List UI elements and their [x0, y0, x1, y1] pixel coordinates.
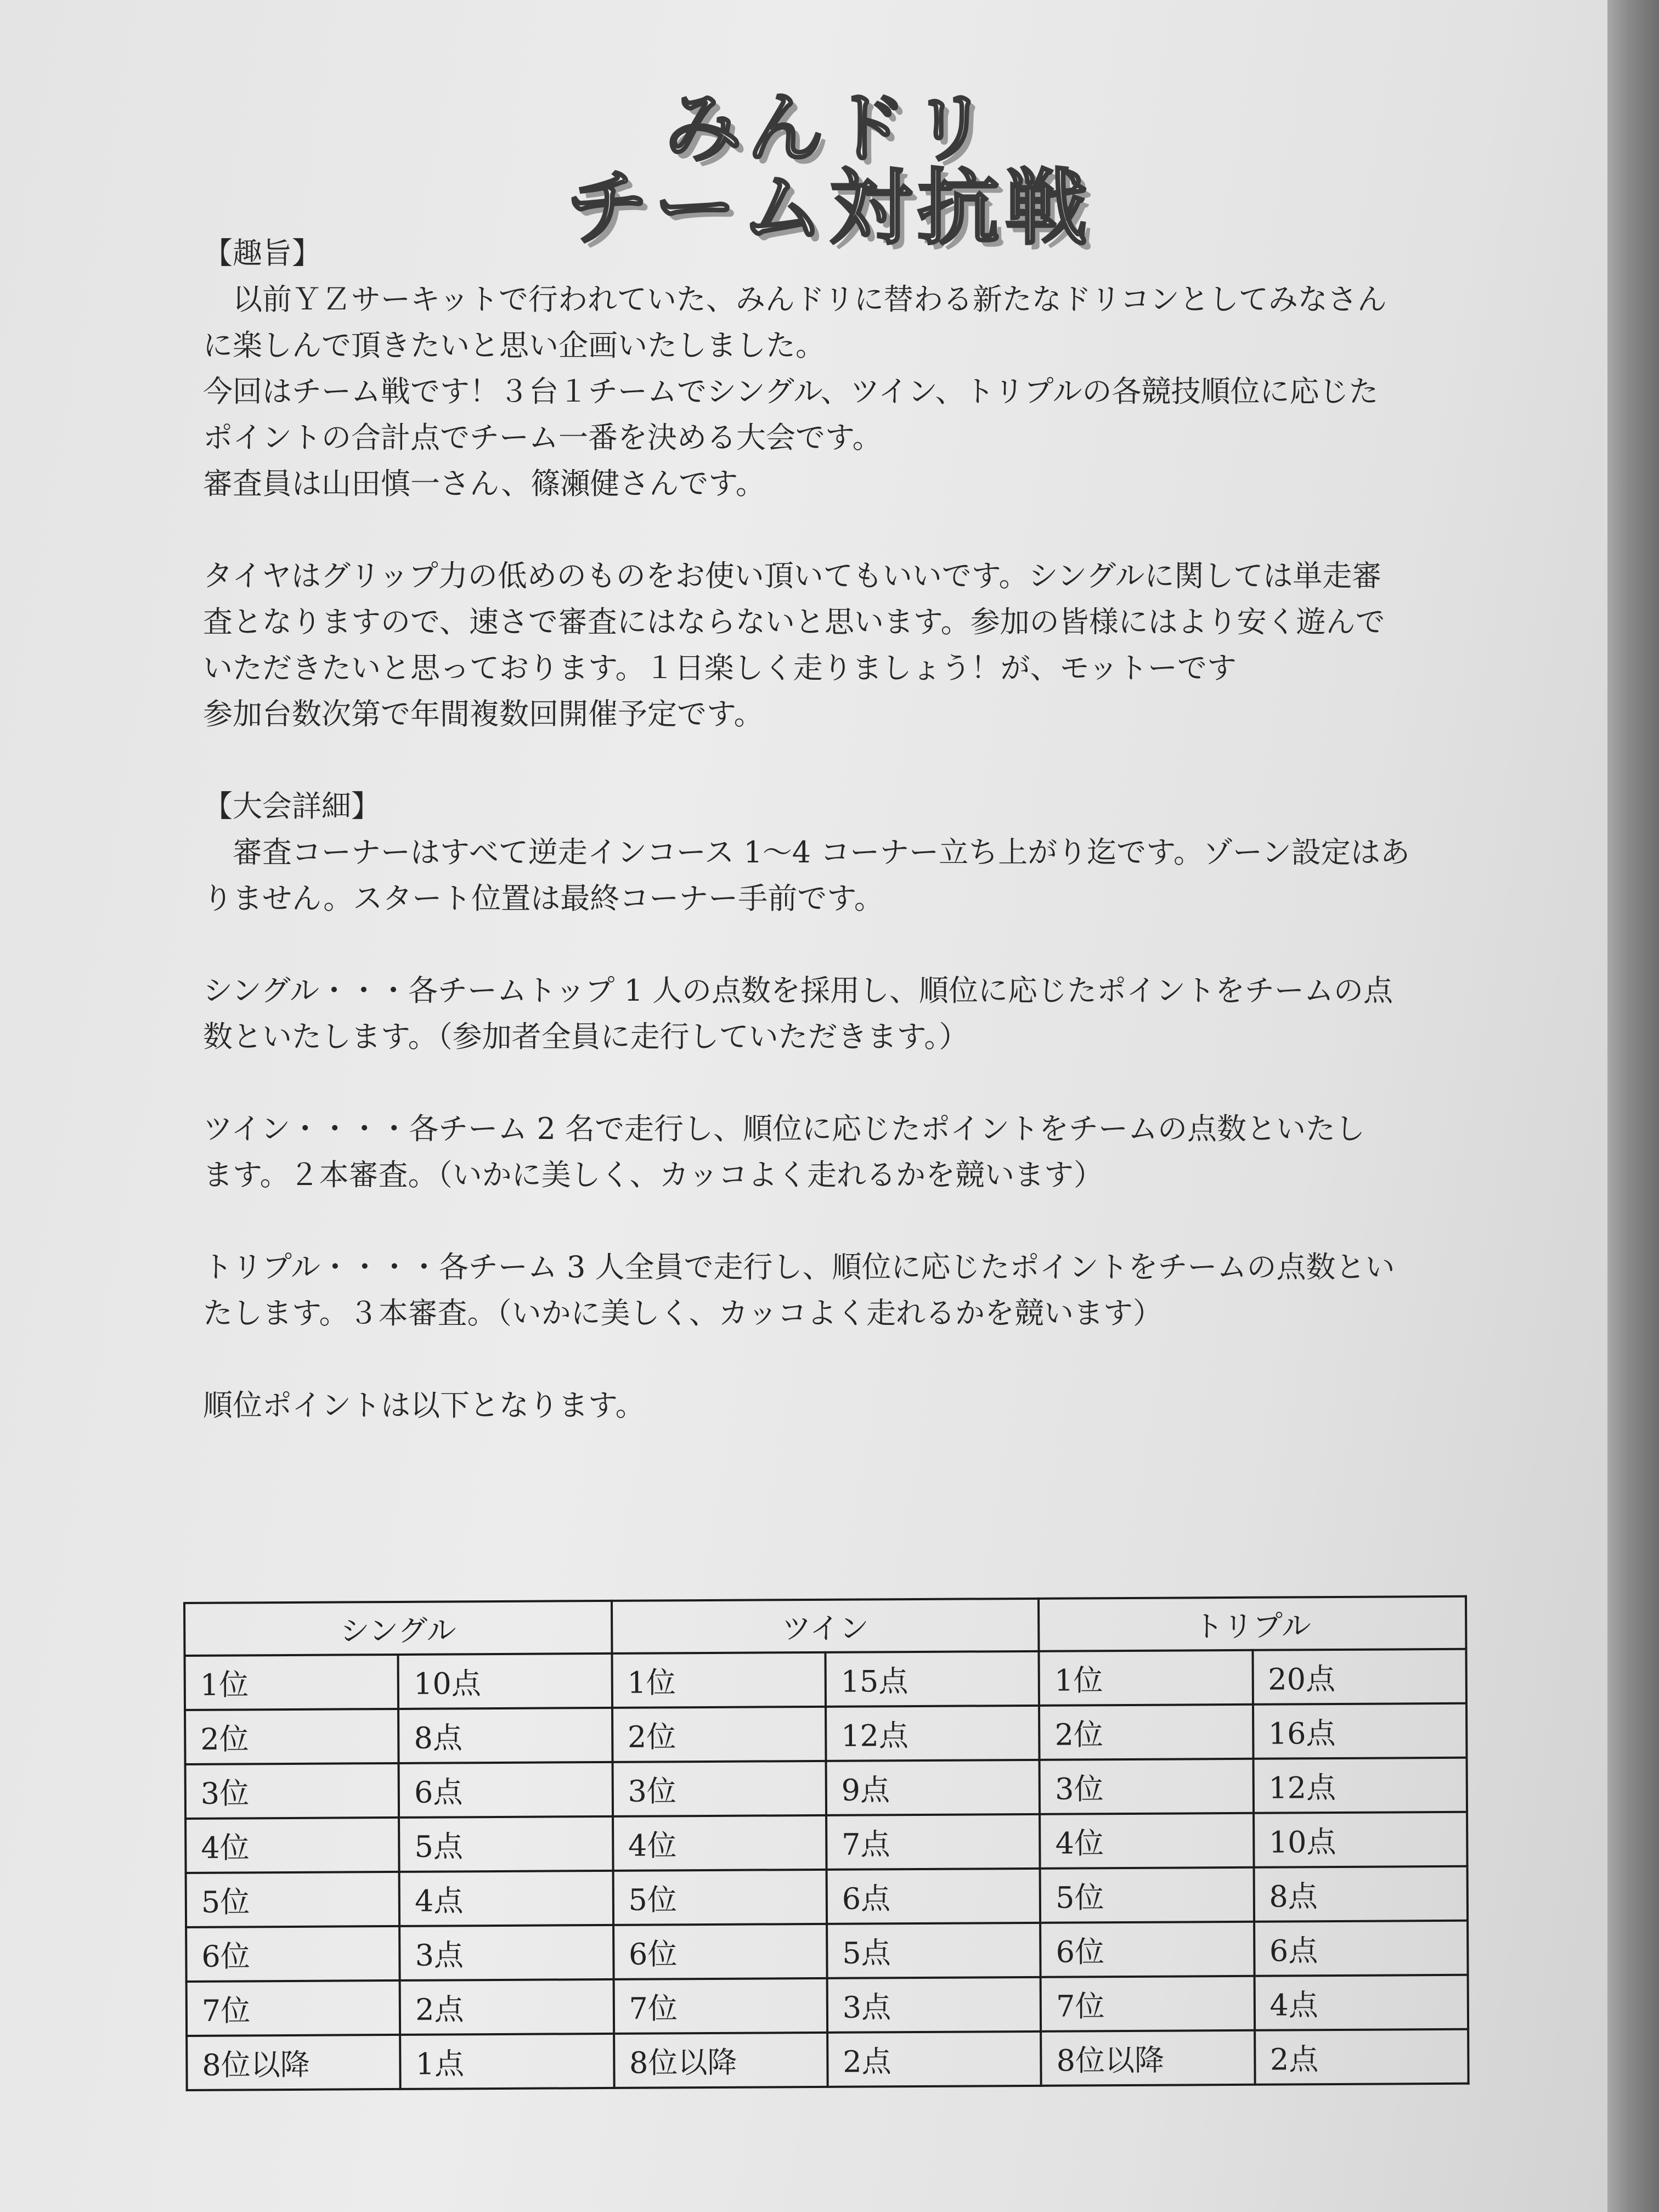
details-heading: 【大会詳細】	[203, 789, 381, 823]
points-cell: 10点	[398, 1654, 612, 1709]
points-cell: 6点	[399, 1762, 613, 1818]
rank-cell: 2位	[185, 1709, 399, 1764]
table-row	[186, 1866, 1468, 1927]
rank-cell: 7位	[613, 1978, 827, 2034]
rank-cell: 2位	[1039, 1705, 1253, 1760]
purpose-line: 審査員は山田慎一さん、篠瀬健さんです。	[203, 466, 765, 501]
purpose-line: いただきたいと思っております。１日楽しく走りましょう！が、モットーです	[203, 651, 1237, 685]
points-cell: 3点	[399, 1925, 613, 1980]
points-cell: 12点	[826, 1706, 1040, 1761]
points-cell: 1点	[400, 2034, 614, 2089]
rank-cell: 5位	[186, 1872, 400, 1927]
points-cell: 8点	[398, 1708, 612, 1763]
points-cell: 20点	[1252, 1649, 1466, 1705]
points-cell: 8点	[1254, 1866, 1468, 1922]
purpose-line: タイヤはグリップ力の低めのものをお使い頂いてもいいです。シングルに関しては単走審	[203, 558, 1382, 593]
table-intro: 順位ポイントは以下となります。	[203, 1388, 645, 1423]
purpose-line: ポイントの合計点でチーム一番を決める大会です。	[203, 420, 882, 455]
purpose-line: 査となりますので、速さで審査にはならないと思います。参加の皆様にはより安く遊んで	[203, 605, 1385, 639]
points-cell: 2点	[827, 2032, 1041, 2087]
rank-cell: 2位	[612, 1707, 826, 1762]
rank-cell: 5位	[1040, 1867, 1254, 1923]
page-edge-shadow	[1607, 0, 1659, 2212]
rank-cell: 1位	[185, 1655, 399, 1710]
rank-cell: 8位以降	[1041, 2030, 1255, 2086]
points-cell: 16点	[1253, 1703, 1467, 1759]
rank-cell: 5位	[613, 1870, 827, 1925]
points-cell: 15点	[825, 1651, 1039, 1707]
spacer	[203, 1198, 1465, 1244]
table-row	[185, 1812, 1467, 1873]
points-cell: 10点	[1254, 1812, 1468, 1867]
rank-cell: 4位	[1040, 1813, 1254, 1869]
header-triple: トリプル	[1039, 1596, 1466, 1651]
points-cell: 7点	[826, 1814, 1040, 1870]
points-cell: 3点	[827, 1977, 1041, 2033]
spacer	[203, 737, 1465, 783]
points-cell: 4点	[399, 1871, 613, 1926]
spacer	[203, 922, 1465, 968]
rank-cell: 7位	[187, 1980, 400, 2036]
points-cell: 2点	[1255, 2029, 1469, 2085]
rank-cell: 3位	[612, 1761, 826, 1816]
points-cell: 5点	[399, 1816, 613, 1872]
single-rule-line: 数といたします。（参加者全員に走行していただきます。）	[203, 1019, 969, 1054]
header-twin: ツイン	[612, 1599, 1039, 1654]
rank-cell: 8位以降	[187, 2035, 400, 2090]
title-line-1: みんドリ	[664, 84, 994, 173]
rank-cell: 6位	[186, 1926, 400, 1982]
details-line: 審査コーナーはすべて逆走インコース 1～4 コーナー立ち上がり迄です。ゾーン設定はあ	[233, 835, 1410, 870]
rank-cell: 1位	[1039, 1650, 1253, 1706]
twin-rule-line: ます。２本審査。（いかに美しく、カッコよく走れるかを競います）	[203, 1158, 1104, 1192]
purpose-heading: 【趣旨】	[203, 236, 321, 270]
spacer	[203, 507, 1465, 553]
points-cell: 9点	[826, 1760, 1040, 1815]
details-line: りません。スタート位置は最終コーナー手前です。	[203, 881, 884, 916]
purpose-line: 以前ＹＺサーキットで行われていた、みんドリに替わる新たなドリコンとしてみなさん	[233, 282, 1387, 317]
spacer	[203, 1336, 1465, 1383]
points-cell: 6点	[826, 1869, 1040, 1924]
triple-rule-line: トリプル・・・・各チーム 3 人全員で走行し、順位に応じたポイントをチームの点数とい	[203, 1250, 1395, 1284]
triple-rule-line: たします。３本審査。（いかに美しく、カッコよく走れるかを競います）	[203, 1296, 1163, 1330]
rank-cell: 4位	[185, 1818, 399, 1873]
rank-cell: 6位	[613, 1924, 827, 1979]
rank-cell: 3位	[1040, 1759, 1254, 1814]
rank-cell: 8位以降	[614, 2033, 828, 2088]
table-row	[185, 1649, 1466, 1710]
table-row	[187, 1975, 1468, 2036]
rank-cell: 6位	[1040, 1922, 1254, 1977]
twin-rule-line: ツイン・・・・各チーム 2 名で走行し、順位に応じたポイントをチームの点数といたし	[203, 1111, 1365, 1146]
spacer	[203, 1060, 1465, 1106]
table-header-row	[184, 1596, 1466, 1656]
rank-cell: 1位	[612, 1652, 826, 1708]
rank-cell: 4位	[613, 1815, 827, 1871]
purpose-line: に楽しんで頂きたいと思い企画いたしました。	[203, 328, 825, 363]
table-row	[186, 1921, 1468, 1982]
table-row	[185, 1703, 1466, 1764]
table-row	[185, 1758, 1467, 1819]
purpose-line: 参加台数次第で年間複数回開催予定です。	[203, 697, 764, 731]
points-cell: 5点	[827, 1923, 1041, 1978]
points-cell: 2点	[400, 1979, 614, 2035]
single-rule-line: シングル・・・各チームトップ 1 人の点数を採用し、順位に応じたポイントをチームの点	[203, 973, 1393, 1008]
table-body	[185, 1649, 1469, 2090]
points-cell: 6点	[1254, 1921, 1468, 1976]
points-cell: 4点	[1254, 1975, 1468, 2030]
rank-points-table	[183, 1595, 1470, 2091]
header-single: シングル	[184, 1601, 612, 1656]
points-cell: 12点	[1253, 1758, 1467, 1813]
rank-cell: 3位	[185, 1763, 399, 1819]
purpose-line: 今回はチーム戦です！３台１チームでシングル、ツイン、トリプルの各競技順位に応じた	[203, 374, 1379, 409]
rank-cell: 7位	[1041, 1976, 1255, 2032]
document-body	[203, 230, 1465, 1429]
title-line-2: チーム対抗戦	[566, 161, 1093, 256]
table-row	[187, 2029, 1468, 2090]
